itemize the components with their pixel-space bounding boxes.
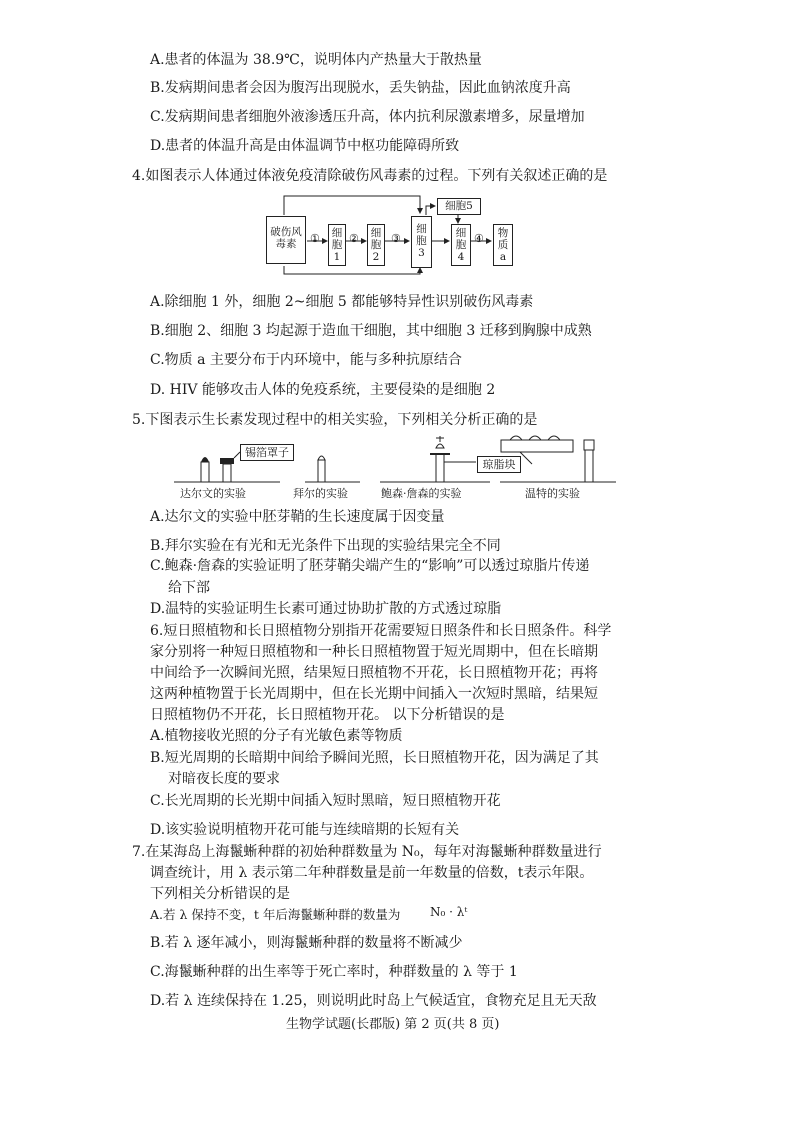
cell-1-label: 细胞1 bbox=[331, 227, 343, 263]
cell-3-box bbox=[411, 216, 432, 268]
caption-went: 温特的实验 bbox=[525, 487, 580, 500]
agar-block-label: 琼脂块 bbox=[482, 458, 516, 471]
agar-block-label-box bbox=[477, 456, 521, 473]
substance-a-box bbox=[493, 224, 513, 266]
caption-paal: 拜尔的实验 bbox=[293, 487, 348, 500]
cell-4-label: 细胞4 bbox=[455, 227, 467, 263]
q6-stem-line1: 6.短日照植物和长日照植物分别指开花需要短日照条件和长日照条件。科学 bbox=[150, 623, 612, 639]
q4-option-c: C.物质 a 主要分布于内环境中，能与多种抗原结合 bbox=[150, 352, 462, 368]
q5-option-a: A.达尔文的实验中胚芽鞘的生长速度属于因变量 bbox=[150, 509, 445, 525]
q3-option-d: D.患者的体温升高是由体温调节中枢功能障碍所致 bbox=[150, 138, 460, 154]
q7-option-a-formula: N₀ · λᵗ bbox=[430, 905, 468, 919]
cell-5-box bbox=[437, 198, 481, 215]
step-2-label: ② bbox=[349, 232, 359, 245]
cell-4-box bbox=[451, 224, 471, 266]
foil-cap-label-box bbox=[240, 444, 294, 461]
q6-option-d: D.该实验说明植物开花可能与连续暗期的长短有关 bbox=[150, 822, 460, 838]
q6-stem-line4: 这两种植物置于长光周期中，但在长光期中间插入一次短时黑暗，结果短 bbox=[150, 686, 598, 702]
cell-5-label: 细胞5 bbox=[445, 200, 473, 212]
q3-option-b: B.发病期间患者会因为腹泻出现脱水，丢失钠盐，因此血钠浓度升高 bbox=[150, 80, 571, 96]
auxin-experiments-drawing bbox=[160, 434, 620, 490]
q5-option-c-line1: C.鲍森·詹森的实验证明了胚芽鞘尖端产生的“影响”可以透过琼脂片传递 bbox=[150, 558, 590, 574]
q7-stem-line2: 调查统计，用 λ 表示第二年种群数量是前一年数量的倍数，t表示年限。 bbox=[150, 865, 594, 881]
step-4-label: ④ bbox=[474, 232, 484, 245]
q3-option-c: C.发病期间患者细胞外液渗透压升高，体内抗利尿激素增多，尿量增加 bbox=[150, 109, 585, 125]
q6-option-c: C.长光周期的长光期中间插入短时黑暗，短日照植物开花 bbox=[150, 793, 501, 809]
q6-stem-line3: 中间给予一次瞬间光照，结果短日照植物不开花，长日照植物开花；再将 bbox=[150, 665, 598, 681]
q6-stem-line2: 家分别将一种短日照植物和一种长日照植物置于短光周期中，但在长暗期 bbox=[150, 644, 598, 660]
toxin-box bbox=[266, 216, 306, 264]
immune-diagram bbox=[260, 188, 530, 278]
step-3-label: ③ bbox=[391, 232, 401, 245]
q4-option-a: A.除细胞 1 外，细胞 2~细胞 5 都能够特异性识别破伤风毒素 bbox=[150, 294, 534, 310]
q4-option-d: D. HIV 能够攻击人体的免疫系统，主要侵染的是细胞 2 bbox=[150, 382, 496, 398]
q7-option-c: C.海鬣蜥种群的出生率等于死亡率时，种群数量的 λ 等于 1 bbox=[150, 964, 518, 980]
cell-1-box bbox=[328, 224, 346, 266]
q6-stem-line5: 日照植物仍不开花，长日照植物开花。 以下分析错误的是 bbox=[150, 707, 505, 723]
q7-option-b: B.若 λ 逐年减小，则海鬣蜥种群的数量将不断减少 bbox=[150, 935, 463, 951]
cell-2-box bbox=[367, 224, 385, 266]
q5-stem: 5.下图表示生长素发现过程中的相关实验，下列相关分析正确的是 bbox=[132, 412, 538, 428]
q6-option-b-line1: B.短光周期的长暗期中间给予瞬间光照，长日照植物开花，因为满足了其 bbox=[150, 750, 599, 766]
q7-option-d: D.若 λ 连续保持在 1.25，则说明此时岛上气候适宜，食物充足且无天敌 bbox=[150, 993, 597, 1009]
page-footer: 生物学试题(长郡版) 第 2 页(共 8 页) bbox=[286, 1017, 500, 1032]
q7-stem-line3: 下列相关分析错误的是 bbox=[150, 886, 290, 902]
auxin-experiments-figure bbox=[160, 434, 620, 504]
q3-option-a: A.患者的体温为 38.9℃，说明体内产热量大于散热量 bbox=[150, 52, 482, 68]
q5-option-b: B.拜尔实验在有光和无光条件下出现的实验结果完全不同 bbox=[150, 538, 501, 554]
q7-option-a: A.若 λ 保持不变，t 年后海鬣蜥种群的数量为 bbox=[150, 907, 401, 922]
cell-3-label: 细胞3 bbox=[416, 223, 427, 259]
q6-option-a: A.植物接收光照的分子有光敏色素等物质 bbox=[150, 728, 403, 744]
cell-2-label: 细胞2 bbox=[370, 227, 382, 263]
toxin-label-line2: 毒素 bbox=[275, 238, 297, 250]
q7-stem-line1: 7.在某海岛上海鬣蜥种群的初始种群数量为 N₀，每年对海鬣蜥种群数量进行 bbox=[132, 844, 602, 860]
foil-cap-label: 锡箔罩子 bbox=[245, 446, 289, 459]
step-1-label: ① bbox=[310, 232, 320, 245]
q6-option-b-line2: 对暗夜长度的要求 bbox=[168, 771, 280, 787]
substance-a-label: 物质a bbox=[497, 227, 509, 263]
q5-option-d: D.温特的实验证明生长素可通过协助扩散的方式透过琼脂 bbox=[150, 601, 502, 617]
caption-darwin: 达尔文的实验 bbox=[180, 487, 246, 500]
caption-boysen-jensen: 鲍森·詹森的实验 bbox=[381, 487, 462, 500]
q5-option-c-line2: 给下部 bbox=[168, 580, 210, 596]
q4-option-b: B.细胞 2、细胞 3 均起源于造血干细胞，其中细胞 3 迁移到胸腺中成熟 bbox=[150, 323, 592, 339]
toxin-label-line1: 破伤风 bbox=[270, 226, 302, 238]
q4-stem: 4.如图表示人体通过体液免疫清除破伤风毒素的过程。下列有关叙述正确的是 bbox=[132, 168, 608, 184]
